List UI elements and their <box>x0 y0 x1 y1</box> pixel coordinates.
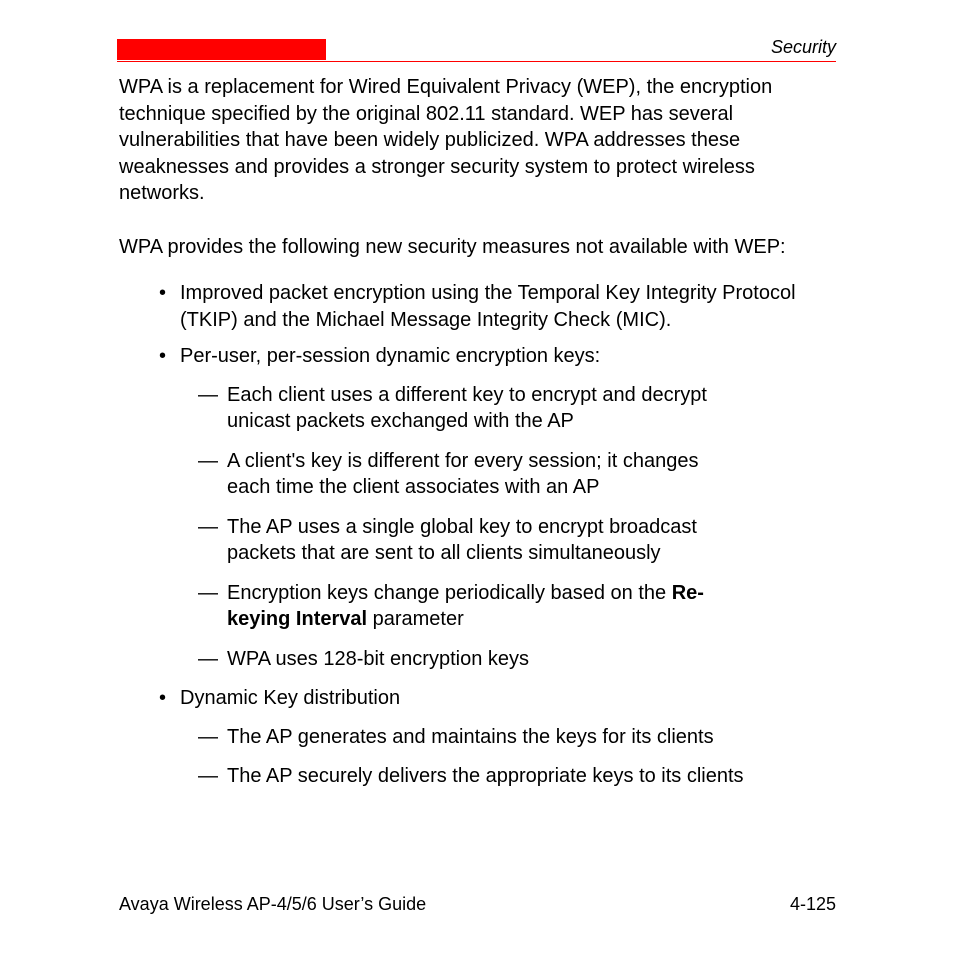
dash-marker: — <box>198 449 218 472</box>
dash-marker: — <box>198 725 218 748</box>
sub-item <box>119 724 747 751</box>
dash-marker: — <box>198 647 218 670</box>
header-accent-bar <box>117 39 326 60</box>
bullet-marker: • <box>159 282 167 304</box>
sub-item-text-after: parameter <box>367 608 464 630</box>
sub-item-text: The AP uses a single global key to encrypt broadcast packets that are sent to all clients simultaneously <box>227 515 697 564</box>
sub-item <box>119 382 747 435</box>
dash-marker: — <box>198 383 218 406</box>
bullet-text: Per-user, per-session dynamic encryption keys: <box>180 345 601 367</box>
rekeying-interval-term: Re-keying Interval <box>227 581 704 630</box>
sub-item-text-before: Encryption keys change periodically based on the <box>227 581 672 604</box>
sub-item <box>119 580 747 633</box>
intro-paragraph: WPA is a replacement for Wired Equivalent Privacy (WEP), the encryption technique specified by the original 802.11 standard. WEP has several vulnerabilities that have been widely publicized. WPA addresses these weaknesses and provides a stronger security system to protect wireless networks. <box>119 76 773 204</box>
bullet-marker: • <box>159 345 167 367</box>
sub-item <box>119 646 747 673</box>
sub-item <box>119 763 747 790</box>
sub-item-text: WPA uses 128-bit encryption keys <box>227 647 529 670</box>
header-rule <box>117 61 836 62</box>
bullet-item <box>119 343 844 370</box>
section-title: Security <box>770 37 836 57</box>
sub-item <box>119 448 747 501</box>
sub-item <box>119 514 747 567</box>
sub-item-text <box>227 582 704 631</box>
sub-item-text: The AP generates and maintains the keys for its clients <box>227 725 714 748</box>
bullet-item <box>119 280 844 333</box>
footer-guide-title: Avaya Wireless AP-4/5/6 User’s Guide <box>119 894 427 914</box>
sub-item-text: The AP securely delivers the appropriate keys to its clients <box>227 765 744 787</box>
sub-item-text: Each client uses a different key to encrypt and decrypt unicast packets exchanged with the AP <box>227 383 707 432</box>
sub-item-text: A client's key is different for every session; it changes each time the client associates with an AP <box>227 449 699 498</box>
dash-marker: — <box>198 515 218 538</box>
bullet-item <box>119 685 844 712</box>
dash-marker: — <box>198 765 218 787</box>
bullet-text: Dynamic Key distribution <box>180 687 401 709</box>
page-body <box>119 74 844 790</box>
footer-page-number: 4-125 <box>789 894 836 914</box>
measures-intro-paragraph: WPA provides the following new security measures not available with WEP: <box>119 235 786 258</box>
dash-marker: — <box>198 581 218 604</box>
bullet-marker: • <box>159 687 167 709</box>
bullet-text: Improved packet encryption using the Temporal Key Integrity Protocol (TKIP) and the Michael Message Integrity Check (MIC). <box>180 282 796 331</box>
